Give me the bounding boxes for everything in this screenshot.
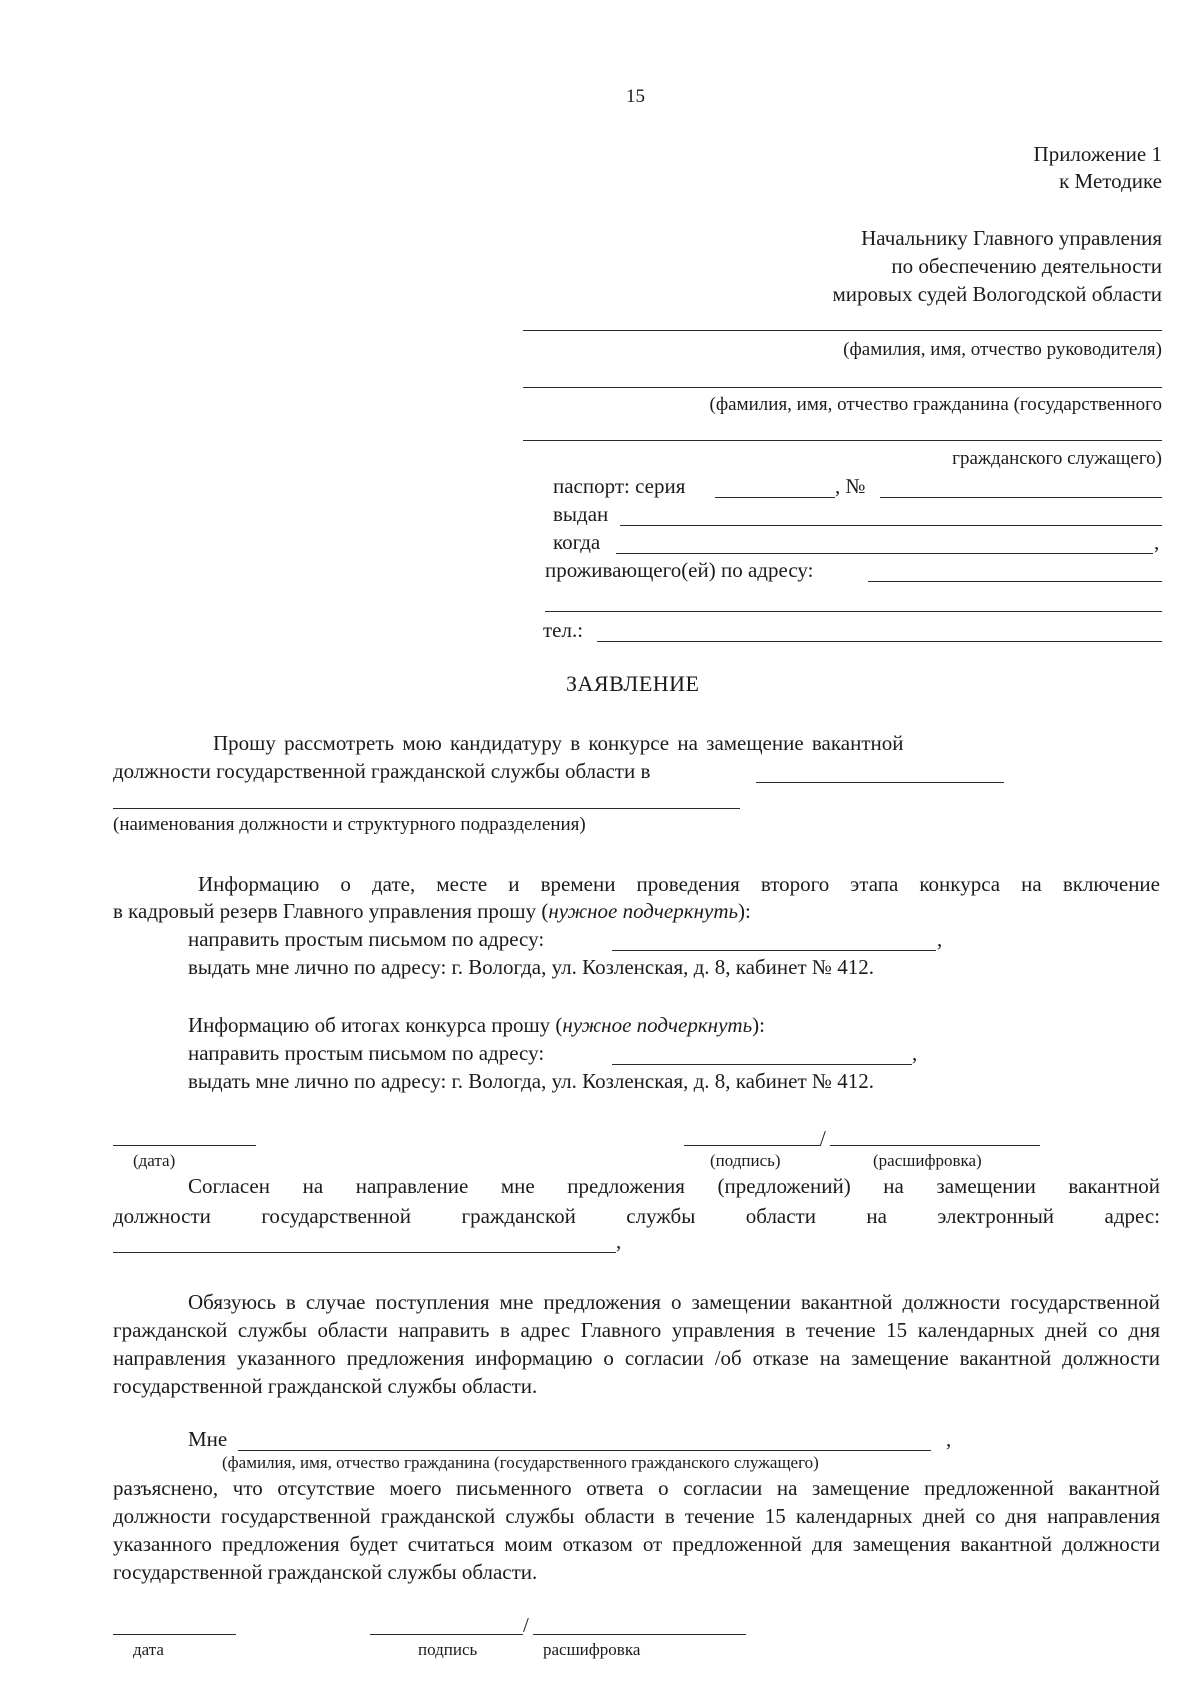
request-line-1: Прошу рассмотреть мою кандидатуру в конкурсе на замещение вакантной bbox=[213, 731, 904, 755]
stage2-info-line-1 bbox=[113, 870, 1160, 898]
department-field[interactable] bbox=[756, 782, 1004, 783]
issued-field[interactable] bbox=[620, 525, 1162, 526]
decoding-field-2[interactable] bbox=[533, 1634, 746, 1635]
stage2-info-text: Информацию о дате, месте и времени проведения второго этапа конкурса на включение bbox=[198, 872, 1160, 896]
citizen-name-line-1[interactable] bbox=[523, 387, 1162, 388]
consent-text-2: должности государственной гражданской службы области на электронный адрес: bbox=[113, 1204, 1160, 1228]
position-caption: (наименования должности и структурного подразделения) bbox=[113, 814, 586, 835]
signature-caption: (подпись) bbox=[710, 1151, 781, 1170]
appendix-method: к Методике bbox=[1059, 169, 1162, 193]
head-name-line[interactable] bbox=[523, 330, 1162, 331]
consent-line-2 bbox=[113, 1202, 1160, 1230]
stage2-option-mail[interactable]: направить простым письмом по адресу: bbox=[188, 927, 545, 951]
date-caption-2: дата bbox=[133, 1640, 164, 1659]
date-field-2[interactable] bbox=[113, 1634, 236, 1635]
citizen-caption-1: (фамилия, имя, отчество гражданина (государственного bbox=[709, 394, 1162, 415]
signature-field[interactable] bbox=[684, 1145, 821, 1146]
addressee-line-3: мировых судей Вологодской области bbox=[832, 282, 1162, 306]
decoding-caption-2: расшифровка bbox=[543, 1640, 641, 1659]
underline-hint: нужное подчеркнуть bbox=[548, 899, 739, 923]
decoding-caption: (расшифровка) bbox=[873, 1151, 982, 1170]
addressee-line-2: по обеспечению деятельности bbox=[891, 254, 1162, 278]
address-label: проживающего(ей) по адресу: bbox=[545, 558, 814, 582]
results-mail-address-field[interactable] bbox=[612, 1064, 912, 1065]
page-number: 15 bbox=[626, 86, 645, 107]
stage2-option-personal[interactable]: выдать мне лично по адресу: г. Вологда, ул. Козленская, д. 8, кабинет № 412. bbox=[188, 955, 874, 979]
explained-paragraph: разъяснено, что отсутствие моего письменного ответа о согласии на замещение предложенной вакантной должности государственной гражданской службы области в течение 15 календарных дней со дня направления указанного предложения будет считаться моим отказом от предложенной для замещения вакантной должности государственной гражданской службы области. bbox=[113, 1476, 1160, 1584]
passport-series-field[interactable] bbox=[715, 497, 835, 498]
address-field-1[interactable] bbox=[868, 581, 1162, 582]
underline-hint: нужное подчеркнуть bbox=[562, 1013, 753, 1037]
citizen-caption-2: гражданского служащего) bbox=[952, 448, 1162, 469]
signature-slash: / bbox=[820, 1126, 826, 1150]
results-info-line-1: Информацию об итогах конкурса прошу (нужное подчеркнуть): bbox=[188, 1013, 765, 1037]
consent-text-1: Согласен на направление мне предложения (предложений) на замещении вакантной bbox=[188, 1174, 1160, 1198]
document-title: ЗАЯВЛЕНИЕ bbox=[566, 671, 700, 696]
stage2-mail-address-field[interactable] bbox=[612, 950, 936, 951]
passport-label: паспорт: серия bbox=[553, 474, 686, 498]
phone-label: тел.: bbox=[543, 618, 584, 642]
decoding-field[interactable] bbox=[830, 1145, 1040, 1146]
obligation-paragraph: Обязуюсь в случае поступления мне предложения о замещении вакантной должности государственной гражданской службы области направить в адрес Главного управления в течение 15 календарных дней со дня направления указанного предложения информацию о согласии /об отказе на замещение вакантной должности государственной гражданской службы области. bbox=[113, 1290, 1160, 1398]
date-caption: (дата) bbox=[133, 1151, 176, 1170]
results-option-mail[interactable]: направить простым письмом по адресу: bbox=[188, 1041, 545, 1065]
address-field-2[interactable] bbox=[545, 611, 1162, 612]
addressee-line-1: Начальнику Главного управления bbox=[861, 226, 1162, 250]
email-field[interactable] bbox=[113, 1252, 616, 1253]
signature-caption-2: подпись bbox=[418, 1640, 478, 1659]
passport-number-label: , № bbox=[835, 474, 866, 498]
signature-slash-2: / bbox=[523, 1613, 529, 1637]
email-comma: , bbox=[616, 1229, 622, 1253]
issued-label: выдан bbox=[553, 502, 609, 526]
explained-to-me-label: Мне bbox=[188, 1427, 228, 1451]
results-mail-comma: , bbox=[912, 1041, 918, 1065]
explained-name-field[interactable] bbox=[238, 1450, 931, 1451]
stage2-info-line-2: в кадровый резерв Главного управления прошу (нужное подчеркнуть): bbox=[113, 899, 751, 923]
request-line-2: должности государственной гражданской службы области в bbox=[113, 759, 651, 783]
citizen-name-line-2[interactable] bbox=[523, 440, 1162, 441]
issue-date-field[interactable] bbox=[616, 553, 1153, 554]
explained-name-caption: (фамилия, имя, отчество гражданина (государственного гражданского служащего) bbox=[222, 1453, 819, 1472]
issue-date-label: когда bbox=[553, 530, 601, 554]
appendix-label: Приложение 1 bbox=[1033, 142, 1162, 166]
signature-field-2[interactable] bbox=[370, 1634, 523, 1635]
consent-line-1 bbox=[113, 1172, 1160, 1200]
results-option-personal[interactable]: выдать мне лично по адресу: г. Вологда, ул. Козленская, д. 8, кабинет № 412. bbox=[188, 1069, 874, 1093]
phone-field[interactable] bbox=[597, 641, 1162, 642]
head-name-caption: (фамилия, имя, отчество руководителя) bbox=[843, 339, 1162, 360]
issue-date-comma: , bbox=[1154, 530, 1160, 554]
date-field[interactable] bbox=[113, 1145, 256, 1146]
stage2-mail-comma: , bbox=[937, 927, 943, 951]
passport-number-field[interactable] bbox=[880, 497, 1162, 498]
explained-comma: , bbox=[946, 1427, 952, 1451]
position-field[interactable] bbox=[113, 808, 740, 809]
